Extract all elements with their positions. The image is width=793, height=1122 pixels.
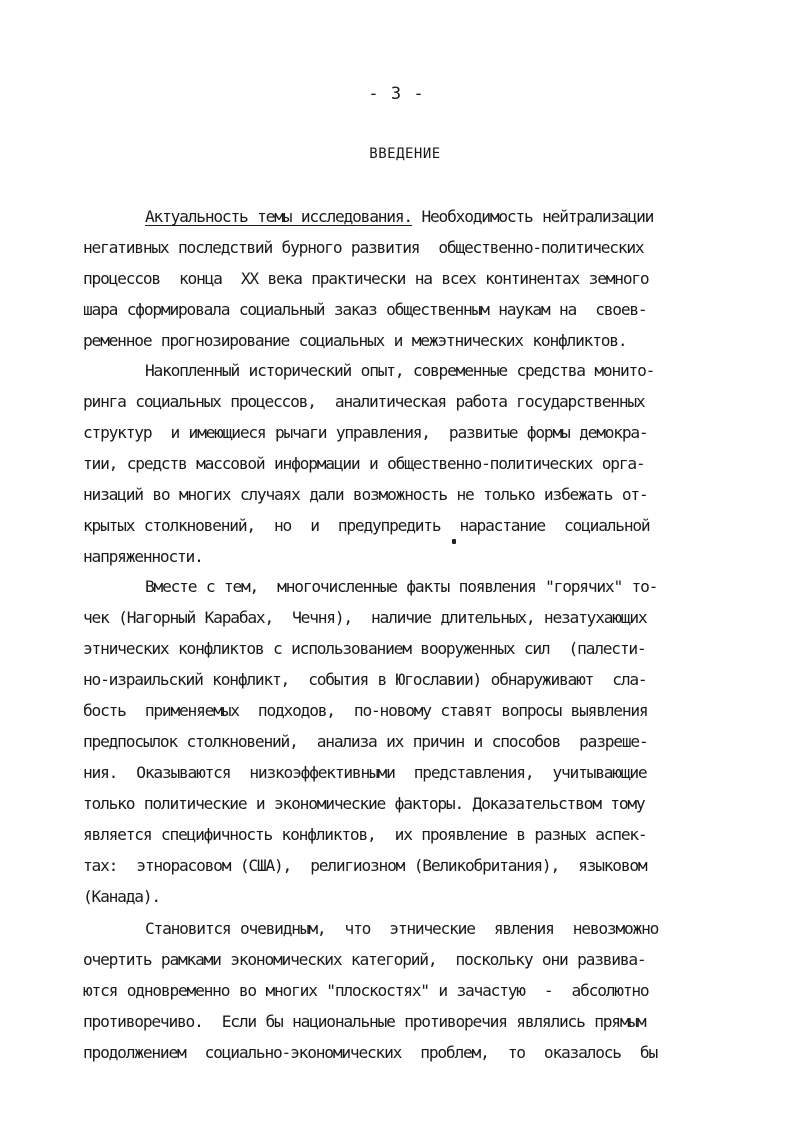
paragraph-1-line-1-rest: Необходимость нейтрализации <box>411 207 654 226</box>
paragraph-1-line-5: ременное прогнозирование социальных и межэтнических конфликтов. <box>83 331 627 350</box>
paragraph-4-line-2: очертить рамками экономических категорий, поскольку они развива- <box>83 950 646 969</box>
paragraph-2-line-2: ринга социальных процессов, аналитическая работа государственных <box>83 392 645 411</box>
paragraph-3-line-5: бость применяемых подходов, по-новому ставят вопросы выявления <box>83 701 648 720</box>
paragraph-3-line-4: но-израильский конфликт, события в Югославии) обнаруживают сла- <box>83 670 647 689</box>
paragraph-4-line-4: противоречиво. Если бы национальные противоречия являлись прямым <box>83 1012 646 1031</box>
paragraph-3-line-2: чек (Нагорный Карабах, Чечня), наличие длительных, незатухающих <box>83 608 647 627</box>
paragraph-2-line-4: тии, средств массовой информации и общественно-политических орга- <box>83 454 645 473</box>
paragraph-4-line-1: Становится очевидным, что этнические явления невозможно <box>145 919 659 938</box>
paragraph-3-line-11: (Канада). <box>83 887 160 906</box>
paragraph-1-line-2: негативных последствий бурного развития общественно-политических <box>83 238 644 257</box>
paragraph-3-line-1: Вместе с тем, многочисленные факты появления "горячих" то- <box>145 577 658 596</box>
paragraph-4-line-3: ются одновременно во многих "плоскостях" и зачастую - абсолютно <box>83 981 649 1000</box>
paragraph-3-line-9: является специфичность конфликтов, их проявление в разных аспек- <box>83 825 647 844</box>
section-heading: ВВЕДЕНИЕ <box>369 146 441 162</box>
paragraph-1-line-3: процессов конца XX века практически на всех континентах земного <box>83 269 649 288</box>
paragraph-3-line-8: только политические и экономические факторы. Доказательством тому <box>83 794 645 813</box>
scan-speck <box>452 539 456 544</box>
paragraph-4-line-5: продолжением социально-экономических проблем, то оказалось бы <box>83 1043 658 1062</box>
paragraph-2-line-6: крытых столкновений, но и предупредить нарастание социальной <box>83 516 650 535</box>
paragraph-3-line-10: тах: этнорасовом (США), религиозном (Великобритания), языковом <box>83 856 647 875</box>
paragraph-3-line-6: предпосылок столкновений, анализа их причин и способов разреше- <box>83 732 648 751</box>
paragraph-1-line-1 <box>145 202 723 232</box>
paragraph-3-line-3: этнических конфликтов с использованием вооруженных сил (палести- <box>83 639 646 658</box>
page-number: - 3 - <box>368 84 425 104</box>
paragraph-2-line-1: Накопленный исторический опыт, современные средства монито- <box>145 361 655 380</box>
paragraph-1-line-4: шара сформировала социальный заказ общественным наукам на своев- <box>83 300 647 319</box>
paragraph-3-line-7: ния. Оказываются низкоэффективными представления, учитывающие <box>83 763 647 782</box>
topic-relevance-title: Актуальность темы исследования. <box>145 207 412 226</box>
paragraph-2-line-7: напряженности. <box>83 547 203 566</box>
paragraph-2-line-5: низаций во многих случаях дали возможность не только избежать от- <box>83 485 648 504</box>
paragraph-2-line-3: структур и имеющиеся рычаги управления, развитые формы демокра- <box>83 423 648 442</box>
